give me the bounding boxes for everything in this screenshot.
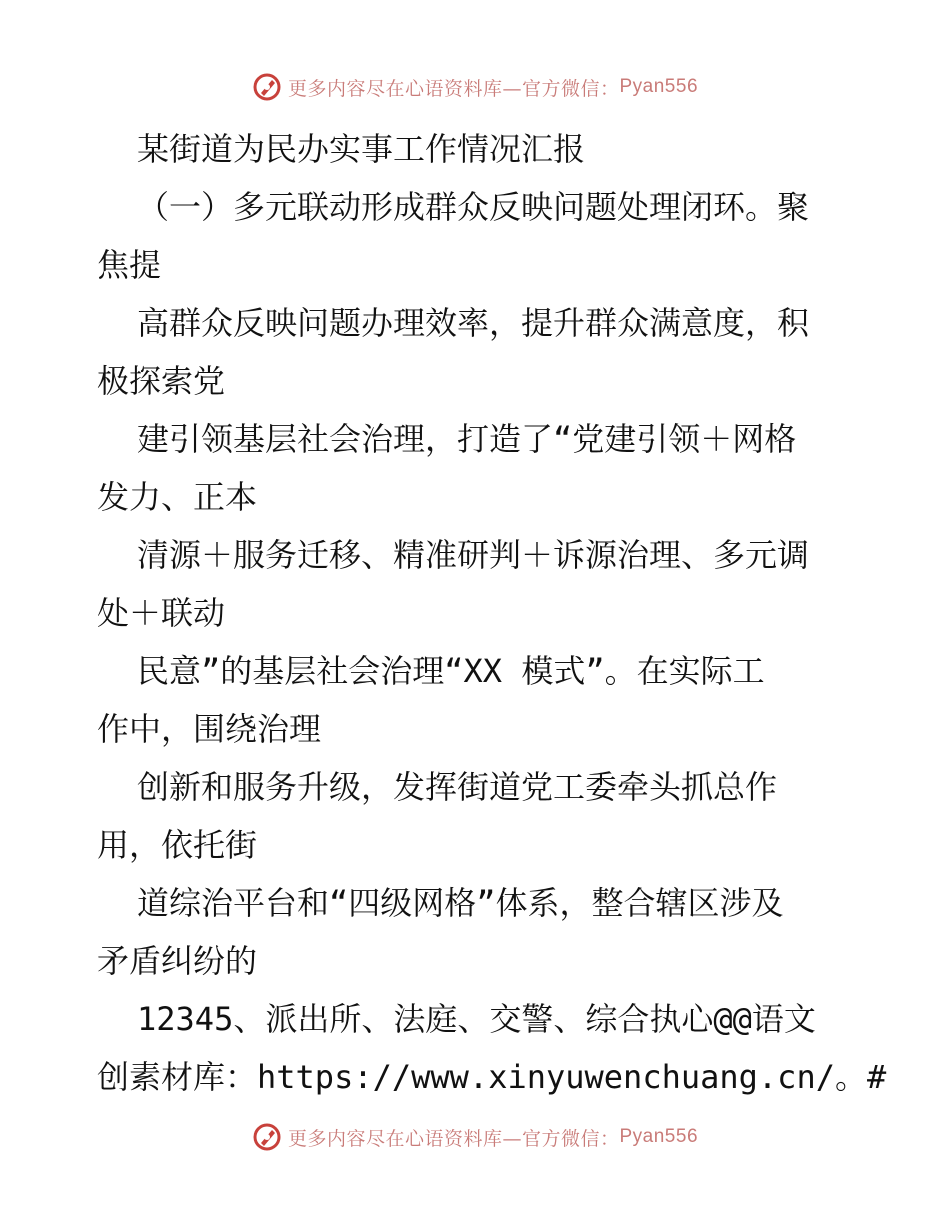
text-line: 高群众反映问题办理效率，提升群众满意度，积 bbox=[137, 304, 810, 342]
text-line: （一）多元联动形成群众反映问题处理闭环。聚 bbox=[137, 188, 810, 226]
text-line: 建引领基层社会治理，打造了“党建引领＋网格 bbox=[137, 420, 797, 458]
watermark-handle: Pyan556 bbox=[619, 1126, 699, 1147]
text-line: 清源＋服务迁移、精准研判＋诉源治理、多元调 bbox=[137, 536, 810, 574]
document-title: 某街道为民办实事工作情况汇报 bbox=[137, 130, 586, 168]
footer-watermark bbox=[0, 1122, 950, 1152]
text-line: 民意”的基层社会治理“XX 模式”。在实际工 bbox=[137, 652, 765, 690]
document-body bbox=[97, 120, 887, 1106]
text-line: 用，依托街 bbox=[97, 826, 258, 864]
text-line: 发力、正本 bbox=[97, 478, 258, 516]
text-line: 12345、派出所、法庭、交警、综合执心@@语文 bbox=[137, 1000, 816, 1038]
text-line: 作中，围绕治理 bbox=[97, 710, 322, 748]
text-line: 创素材库：https://www.xinyuwenchuang.cn/。# bbox=[97, 1058, 887, 1096]
text-line: 极探索党 bbox=[97, 362, 226, 400]
pen-logo-icon bbox=[252, 1122, 282, 1152]
header-watermark bbox=[0, 72, 950, 102]
watermark-text: 更多内容尽在心语资料库—官方微信： bbox=[287, 1127, 620, 1150]
text-line: 矛盾纠纷的 bbox=[97, 942, 258, 980]
text-line: 焦提 bbox=[97, 246, 162, 284]
watermark-text: 更多内容尽在心语资料库—官方微信： bbox=[287, 77, 620, 100]
text-line: 创新和服务升级，发挥街道党工委牵头抓总作 bbox=[137, 768, 778, 806]
text-line: 处＋联动 bbox=[97, 594, 226, 632]
text-line: 道综治平台和“四级网格”体系，整合辖区涉及 bbox=[137, 884, 784, 922]
watermark-handle: Pyan556 bbox=[619, 76, 699, 97]
pen-logo-icon bbox=[252, 72, 282, 102]
